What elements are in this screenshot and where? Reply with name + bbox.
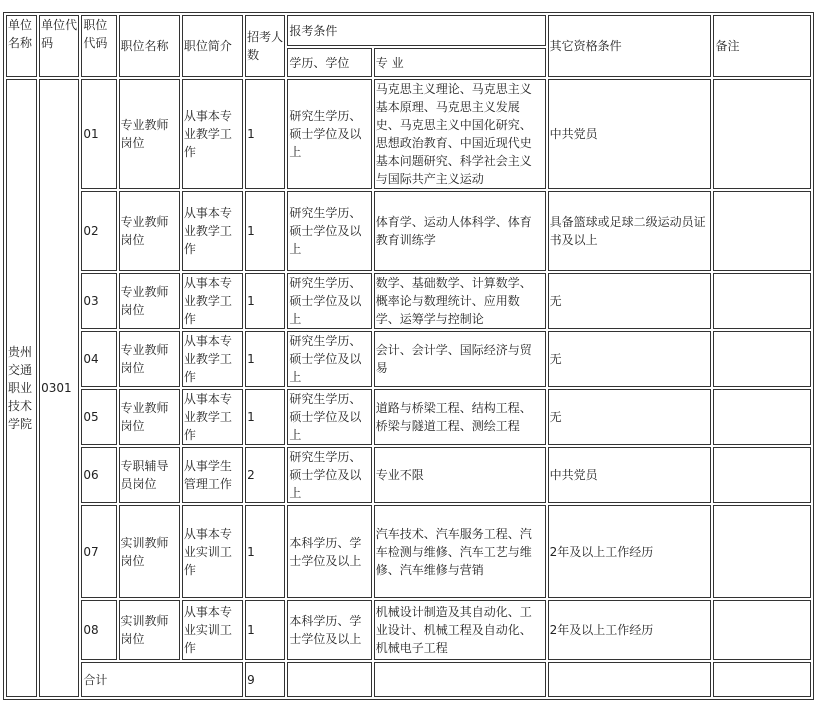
remarks — [713, 331, 811, 387]
other-qualifications: 具备篮球或足球二级运动员证书及以上 — [548, 191, 712, 271]
recruit-count: 2 — [245, 447, 285, 503]
position-desc: 从事本专业实训工作 — [182, 505, 243, 598]
other-qualifications: 无 — [548, 273, 712, 329]
position-code: 08 — [81, 600, 116, 660]
position-desc: 从事学生管理工作 — [182, 447, 243, 503]
position-name: 专业教师岗位 — [119, 389, 180, 445]
position-code: 05 — [81, 389, 116, 445]
major: 数学、基础数学、计算数学、概率论与数理统计、应用数学、运筹学与控制论 — [374, 273, 546, 329]
table-row — [6, 505, 811, 598]
table-row — [6, 447, 811, 503]
other-qualifications: 无 — [548, 389, 712, 445]
header-education: 学历、学位 — [287, 48, 371, 77]
header-recruit-count: 招考人数 — [245, 15, 285, 77]
major: 汽车技术、汽车服务工程、汽车检测与维修、汽车工艺与维修、汽车维修与营销 — [374, 505, 546, 598]
total-education — [287, 662, 371, 697]
remarks — [713, 447, 811, 503]
major: 会计、会计学、国际经济与贸易 — [374, 331, 546, 387]
remarks — [713, 79, 811, 189]
education: 研究生学历、硕士学位及以上 — [287, 273, 371, 329]
header-unit-code: 单位代码 — [39, 15, 79, 77]
position-name: 专业教师岗位 — [119, 79, 180, 189]
education: 本科学历、学士学位及以上 — [287, 505, 371, 598]
position-code: 03 — [81, 273, 116, 329]
major: 体育学、运动人体科学、体育教育训练学 — [374, 191, 546, 271]
table-row — [6, 191, 811, 271]
header-other-qualifications: 其它资格条件 — [548, 15, 712, 77]
position-desc: 从事本专业教学工作 — [182, 331, 243, 387]
recruit-count: 1 — [245, 505, 285, 598]
recruit-count: 1 — [245, 331, 285, 387]
position-name: 实训教师岗位 — [119, 505, 180, 598]
other-qualifications: 中共党员 — [548, 79, 712, 189]
other-qualifications: 中共党员 — [548, 447, 712, 503]
header-major: 专 业 — [374, 48, 546, 77]
recruit-count: 1 — [245, 273, 285, 329]
education: 研究生学历、硕士学位及以上 — [287, 447, 371, 503]
position-name: 专业教师岗位 — [119, 273, 180, 329]
total-major — [374, 662, 546, 697]
table-row — [6, 600, 811, 660]
position-desc: 从事本专业教学工作 — [182, 79, 243, 189]
position-code: 02 — [81, 191, 116, 271]
recruit-count: 1 — [245, 191, 285, 271]
remarks — [713, 389, 811, 445]
position-code: 07 — [81, 505, 116, 598]
position-name: 专业教师岗位 — [119, 331, 180, 387]
recruit-count: 1 — [245, 600, 285, 660]
position-name: 专业教师岗位 — [119, 191, 180, 271]
major: 道路与桥梁工程、结构工程、桥梁与隧道工程、测绘工程 — [374, 389, 546, 445]
total-row — [6, 662, 811, 697]
education: 研究生学历、硕士学位及以上 — [287, 389, 371, 445]
major: 马克思主义理论、马克思主义基本原理、马克思主义发展史、马克思主义中国化研究、思想政治教育、中国近现代史基本问题研究、科学社会主义与国际共产主义运动 — [374, 79, 546, 189]
position-desc: 从事本专业教学工作 — [182, 273, 243, 329]
header-position-desc: 职位简介 — [182, 15, 243, 77]
education: 研究生学历、硕士学位及以上 — [287, 191, 371, 271]
position-name: 实训教师岗位 — [119, 600, 180, 660]
header-position-name: 职位名称 — [119, 15, 180, 77]
position-name: 专职辅导员岗位 — [119, 447, 180, 503]
table-row — [6, 389, 811, 445]
header-remarks: 备注 — [713, 15, 811, 77]
position-desc: 从事本专业教学工作 — [182, 191, 243, 271]
education: 研究生学历、硕士学位及以上 — [287, 331, 371, 387]
other-qualifications: 无 — [548, 331, 712, 387]
education: 研究生学历、硕士学位及以上 — [287, 79, 371, 189]
unit-code: 0301 — [39, 79, 79, 697]
major: 专业不限 — [374, 447, 546, 503]
major: 机械设计制造及其自动化、工业设计、机械工程及自动化、机械电子工程 — [374, 600, 546, 660]
total-label: 合计 — [81, 662, 243, 697]
total-remarks — [713, 662, 811, 697]
remarks — [713, 273, 811, 329]
recruit-count: 1 — [245, 79, 285, 189]
position-desc: 从事本专业教学工作 — [182, 389, 243, 445]
other-qualifications: 2年及以上工作经历 — [548, 600, 712, 660]
table-row — [6, 79, 811, 189]
position-code: 06 — [81, 447, 116, 503]
recruitment-table — [3, 12, 814, 700]
position-code: 04 — [81, 331, 116, 387]
position-code: 01 — [81, 79, 116, 189]
table-row — [6, 331, 811, 387]
unit-name: 贵州交通职业技术学院 — [6, 79, 37, 697]
remarks — [713, 505, 811, 598]
education: 本科学历、学士学位及以上 — [287, 600, 371, 660]
remarks — [713, 600, 811, 660]
remarks — [713, 191, 811, 271]
header-position-code: 职位代码 — [81, 15, 116, 77]
table-row — [6, 273, 811, 329]
total-count: 9 — [245, 662, 285, 697]
recruit-count: 1 — [245, 389, 285, 445]
header-conditions: 报考条件 — [287, 15, 545, 46]
position-desc: 从事本专业实训工作 — [182, 600, 243, 660]
other-qualifications: 2年及以上工作经历 — [548, 505, 712, 598]
header-unit-name: 单位名称 — [6, 15, 37, 77]
total-other — [548, 662, 712, 697]
